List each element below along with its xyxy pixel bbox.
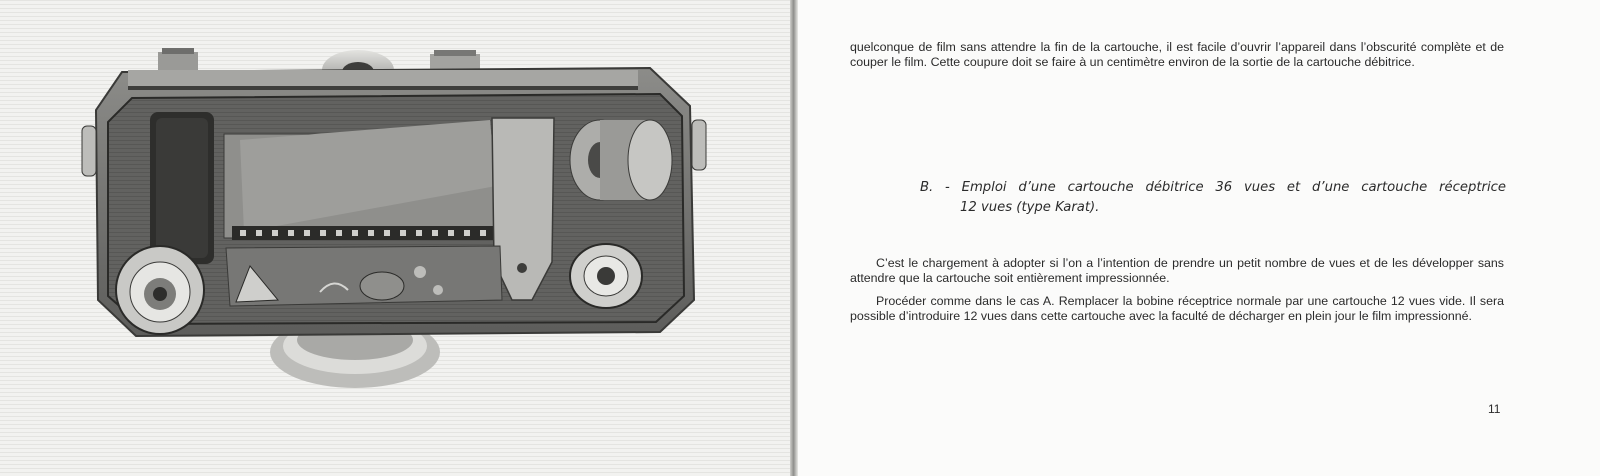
page-number: 11 [1488, 402, 1501, 416]
camera-photo [0, 0, 790, 476]
winding-knob [570, 244, 642, 308]
film-path [224, 120, 504, 240]
left-page [0, 0, 790, 476]
section-heading-line-2: 12 vues (type Karat). [960, 200, 1100, 215]
paragraph-3: Procéder comme dans le cas A. Remplacer la bobine réceptrice normale par une cartouche 12 vues vide. Il sera possible d’introduire 12 vues dans cette cartouche avec la faculté de décharger en plein jour le film impressionné. [850, 294, 1504, 323]
paragraph-1: quelconque de film sans attendre la fin de la cartouche, il est facile d’ouvrir l’appareil dans l’obscurité complète et de couper le film. Cette coupure doit se faire à un centimètre environ de la sortie de la cartouche débitrice. [850, 40, 1504, 69]
take-up-spool [570, 120, 672, 200]
bottom-plate [226, 246, 502, 306]
section-heading-line-1: B. - Emploi d’une cartouche débitrice 36 vues et d’une cartouche réceptrice [920, 180, 1506, 195]
rewind-knob [116, 246, 204, 334]
section-heading [920, 178, 1506, 218]
film-cartridge [150, 112, 214, 264]
paragraph-2: C’est le chargement à adopter si l’on a l’intention de prendre un petit nombre de vues et de les développer sans attendre que la cartouche soit entièrement impressionnée. [850, 256, 1504, 285]
right-page [798, 0, 1600, 476]
book-gutter [790, 0, 798, 476]
